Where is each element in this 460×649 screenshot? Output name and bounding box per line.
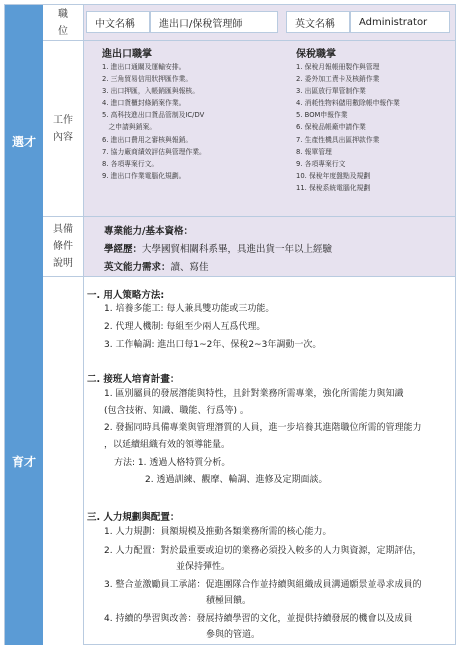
succession-line: 1. 區別屬員的發展潛能與特性，且針對業務所需專業，強化所需能力與知識 [104, 389, 404, 399]
bonded-duties-title: 保稅職掌 [296, 49, 336, 60]
en-name-label: 英文名稱 [286, 11, 350, 33]
succession-line: 2. 發掘同時具備專業與管理潛質的人員，進一步培養其進階職位所需的管理能力 [104, 423, 422, 433]
bonded-duties-list [296, 61, 400, 194]
list-item: 11. 保稅系統電腦化規劃 [296, 183, 371, 192]
strategy-line: 3. 工作輪調: 進出口每1~2年、保稅2~3年調動一次。 [104, 340, 322, 350]
requirements-title: 專業能力/基本資格： [104, 226, 193, 237]
manpower-line: 1. 人力規劃：員額規模及推動各類業務所需的核心能力。 [104, 527, 332, 537]
selection-section-label: 選才 [5, 5, 43, 277]
list-item: 6. 進出口費用之審核與報銷。 [102, 135, 193, 144]
development-spacer [43, 277, 83, 645]
manpower-line: 並保持彈性。 [176, 562, 231, 572]
succession-method: 2. 透過訓練、觀摩、輪調、進修及定期面談。 [145, 475, 328, 485]
requirements-label: 具備 條件 說明 [43, 217, 83, 277]
manpower-line: 2. 人力配置：對於最重要或迫切的業務必須投入較多的人力與資源，定期評估， [104, 546, 422, 556]
succession-heading: 二. 接班人培育計畫： [87, 374, 180, 385]
strategy-heading: 一. 用人策略方法: [87, 290, 165, 301]
experience-value: 大學國貿相關科系畢，具進出貨一年以上經驗 [142, 244, 333, 255]
list-item: 1. 進出口通關及運輸安排。 [102, 63, 186, 71]
list-item: 7. 生產性機具出區押款作業 [296, 135, 380, 144]
list-item: 9. 各項專案行文 [296, 159, 346, 168]
list-item: 3. 出區放行單管制作業 [296, 87, 366, 96]
development-section-label: 育才 [5, 277, 43, 645]
manpower-line: 積極回饋。 [206, 596, 252, 606]
experience-label: 學經歷： [104, 244, 143, 255]
job-content-label: 工作 內容 [43, 41, 83, 217]
list-item: 9. 進出口作業電腦化規劃。 [102, 171, 186, 180]
english-value: 讀、寫佳 [170, 262, 209, 273]
job-description-sheet [4, 4, 456, 645]
import-export-duties-list [102, 61, 206, 182]
job-content-cell [83, 41, 455, 217]
manpower-line: 4. 持續的學習與改善：發展持續學習的文化，並提供持續發展的機會以及成員 [104, 614, 413, 624]
list-item: 3. 出口押匯，入帳銷匯與報核。 [102, 87, 200, 96]
list-item: 8. 報單管理 [296, 147, 332, 156]
list-item: 7. 協力廠商績效評估與管理作業。 [102, 147, 206, 156]
list-item: 之申請與銷案。 [102, 123, 157, 132]
succession-line: ，以延續組織有效的領導能量。 [104, 440, 231, 450]
development-cell [83, 277, 455, 645]
list-item: 6. 保稅品帳廠申請作業 [296, 123, 366, 132]
list-item: 4. 進口貨櫃封條銷案作業。 [102, 99, 186, 108]
position-label: 職 位 [43, 5, 83, 41]
list-item: 2. 三角貿易信用狀押匯作業。 [102, 75, 193, 84]
succession-line: (包含技術、知識、職能、行爲等) 。 [104, 406, 249, 416]
list-item: 1. 保稅月報帳冊製作與管理 [296, 63, 380, 71]
english-label: 英文能力需求： [104, 262, 171, 273]
list-item: 10. 保稅年度盤點及規劃 [296, 171, 371, 180]
requirements-cell [83, 217, 455, 277]
en-name-value: Administrator [350, 11, 450, 33]
manpower-line: 3. 整合並激勵員工承諾：促進團隊合作並持續與組織成員溝通願景並尋求成員的 [104, 580, 422, 590]
cn-name-label: 中文名稱 [86, 11, 150, 33]
list-item: 5. BOM申報作業 [296, 111, 348, 120]
list-item: 2. 委外加工責卡及核銷作業 [296, 75, 380, 84]
list-item: 8. 各項專案行文。 [102, 159, 159, 168]
english-line [104, 259, 209, 273]
strategy-line: 2. 代理人機制: 每組至少兩人互爲代理。 [104, 322, 266, 332]
import-export-duties-title: 進出口職掌 [102, 49, 152, 60]
manpower-heading: 三. 人力規劃與配置： [87, 512, 180, 523]
manpower-line: 參與的管道。 [206, 630, 261, 640]
strategy-line: 1. 培養多能工: 每人兼具雙功能或三功能。 [104, 304, 275, 314]
succession-method: 方法: 1. 透過人格特質分析。 [114, 458, 231, 468]
cn-name-value: 進出口/保稅管理師 [150, 11, 278, 33]
header-row [83, 5, 455, 41]
list-item: 5. 高科技進出口貨品管制及IC/DV [102, 111, 205, 120]
list-item: 4. 消耗性物料儲用數除帳申報作業 [296, 99, 400, 108]
experience-line [104, 241, 332, 255]
